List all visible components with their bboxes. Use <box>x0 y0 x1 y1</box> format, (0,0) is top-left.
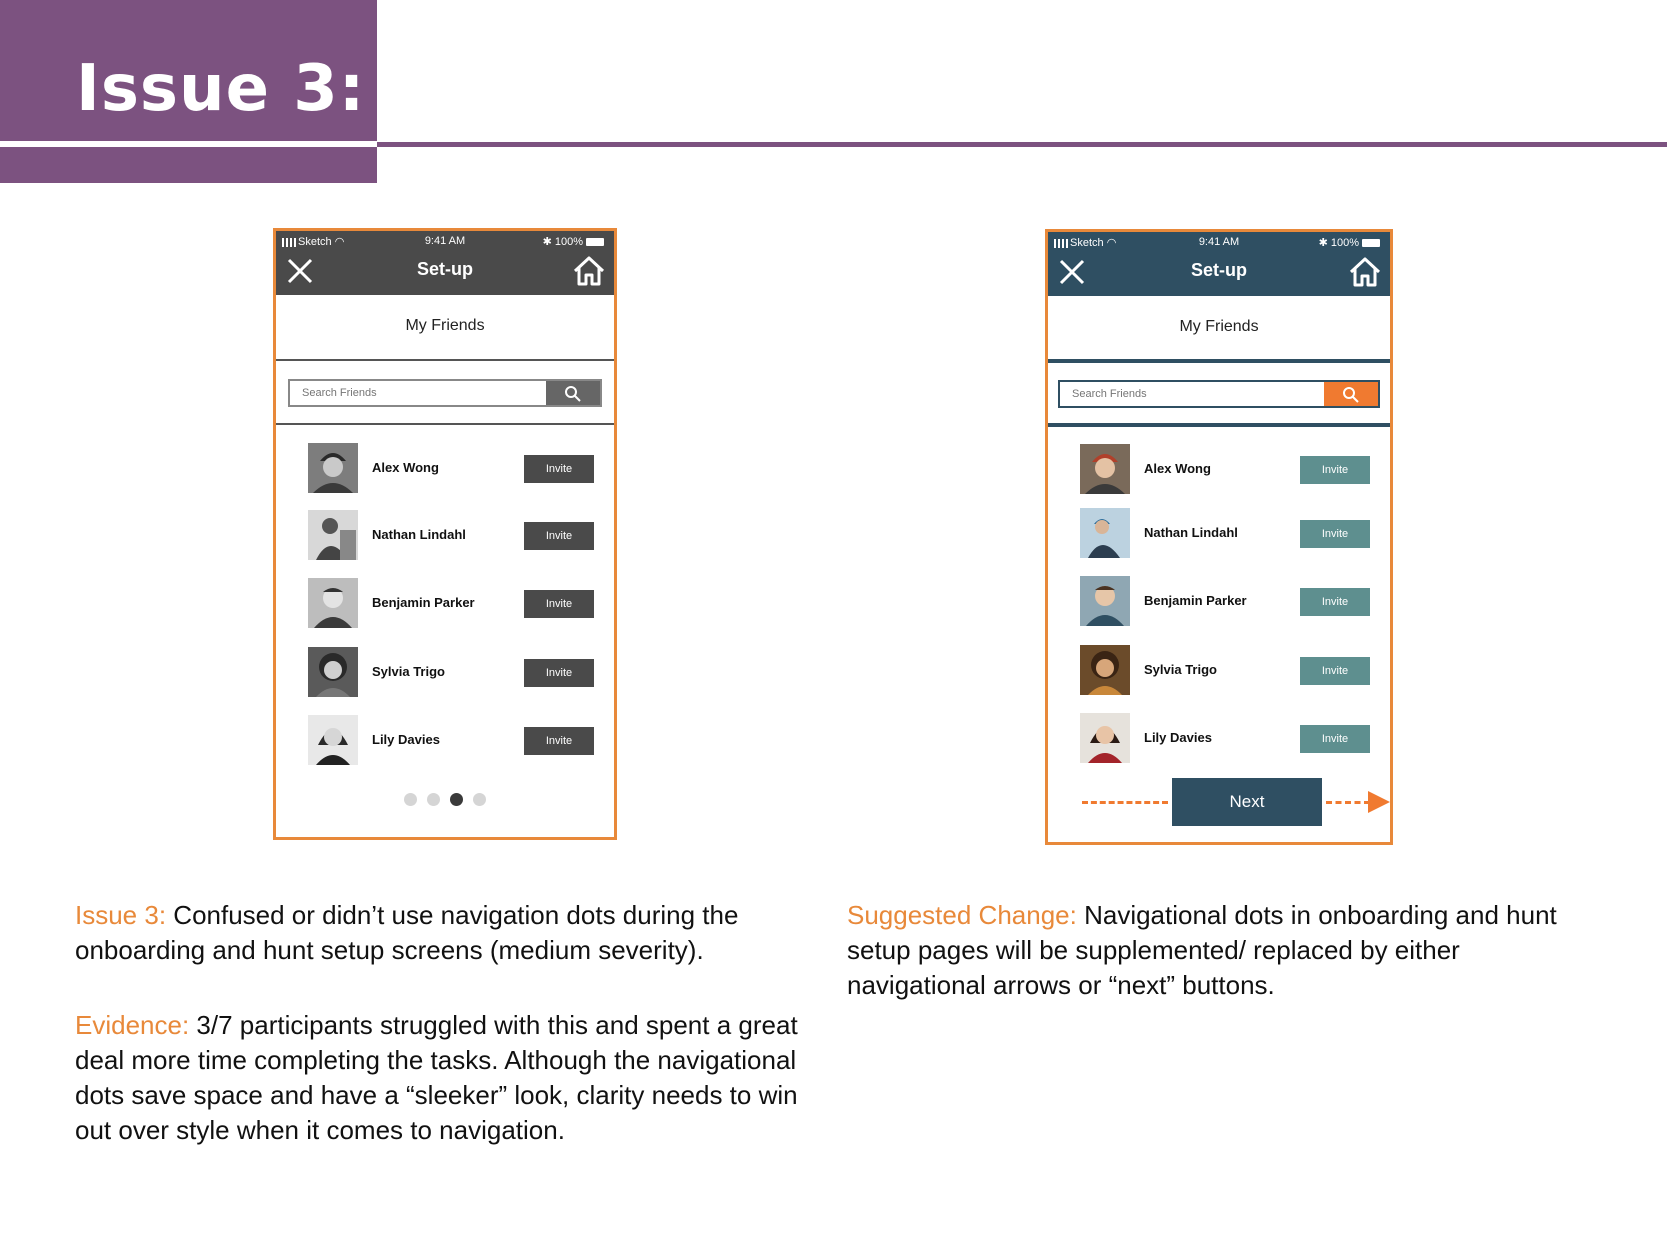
search-input[interactable] <box>1072 388 1272 400</box>
wifi-icon: ◠ <box>334 236 345 248</box>
section-title: My Friends <box>1179 318 1259 335</box>
friend-name: Sylvia Trigo <box>1144 662 1217 677</box>
status-battery: ✱ 100% <box>543 235 604 248</box>
avatar <box>308 715 358 765</box>
list-item <box>1080 576 1370 628</box>
wifi-icon: ◠ <box>1106 237 1117 249</box>
app-top-bar <box>276 231 614 295</box>
avatar <box>308 647 358 697</box>
evidence-text: 3/7 participants struggled with this and spent a great deal more time completing the tasks. Although the navigational dots save space and have a “sleeker” look, clarity needs to win out over style when it comes to navigation. <box>75 1010 798 1145</box>
list-item <box>308 578 594 630</box>
bluetooth-icon: ✱ <box>542 236 552 248</box>
list-item <box>1080 508 1370 560</box>
page-title: Issue 3: <box>76 52 366 126</box>
list-item <box>1080 444 1370 496</box>
issue-text: Confused or didn’t use navigation dots during the onboarding and hunt setup screens (medium severity). <box>75 900 739 965</box>
suggestion-text: Navigational dots in onboarding and hunt setup pages will be supplemented/ replaced by either navigational arrows or “next” buttons. <box>847 900 1557 1000</box>
avatar <box>1080 444 1130 494</box>
invite-button[interactable]: Invite <box>1300 657 1370 685</box>
search-icon <box>1342 386 1360 404</box>
next-button[interactable]: Next <box>1172 778 1322 826</box>
next-navigation <box>1082 778 1360 826</box>
home-icon[interactable] <box>1348 256 1382 288</box>
app-top-bar <box>1048 232 1390 296</box>
divider <box>1048 423 1390 427</box>
dashed-arrow-line <box>1326 801 1370 804</box>
status-carrier: Sketch ◠ <box>282 235 344 248</box>
list-item <box>1080 645 1370 697</box>
avatar <box>308 578 358 628</box>
invite-button[interactable]: Invite <box>524 659 594 687</box>
status-bar <box>1048 234 1390 250</box>
friend-name: Benjamin Parker <box>372 595 475 610</box>
list-item <box>308 443 594 495</box>
search-button[interactable] <box>546 381 600 405</box>
status-time: 9:41 AM <box>1198 236 1240 248</box>
invite-button[interactable]: Invite <box>1300 456 1370 484</box>
search-input[interactable] <box>302 387 502 399</box>
issue-label: Issue 3: <box>75 900 167 930</box>
bluetooth-icon: ✱ <box>1318 237 1328 249</box>
battery-icon <box>1362 239 1380 247</box>
issue-description <box>75 898 815 968</box>
invite-button[interactable]: Invite <box>524 455 594 483</box>
friend-name: Alex Wong <box>1144 461 1211 476</box>
pagination-dot-active[interactable] <box>450 793 463 806</box>
avatar <box>1080 576 1130 626</box>
suggestion-label: Suggested Change: <box>847 900 1077 930</box>
phone-mockup-after <box>1045 229 1393 845</box>
invite-button[interactable]: Invite <box>1300 520 1370 548</box>
avatar <box>308 510 358 560</box>
divider <box>1048 359 1390 363</box>
avatar <box>1080 713 1130 763</box>
friend-name: Nathan Lindahl <box>1144 525 1238 540</box>
list-item <box>308 510 594 562</box>
pagination-dot[interactable] <box>427 793 440 806</box>
friend-name: Nathan Lindahl <box>372 527 466 542</box>
header-rule <box>377 142 1667 147</box>
avatar <box>308 443 358 493</box>
friend-name: Alex Wong <box>372 460 439 475</box>
search-bar <box>1058 380 1380 408</box>
list-item <box>308 715 594 767</box>
friend-name: Lily Davies <box>1144 730 1212 745</box>
invite-button[interactable]: Invite <box>524 522 594 550</box>
nav-title: Set-up <box>417 259 473 279</box>
pagination-dot[interactable] <box>473 793 486 806</box>
search-bar <box>288 379 602 407</box>
status-time: 9:41 AM <box>424 235 466 247</box>
avatar <box>1080 645 1130 695</box>
search-icon <box>564 385 582 403</box>
section-title: My Friends <box>405 317 485 334</box>
nav-title: Set-up <box>1191 260 1247 280</box>
invite-button[interactable]: Invite <box>524 727 594 755</box>
invite-button[interactable]: Invite <box>524 590 594 618</box>
list-item <box>1080 713 1370 765</box>
banner-stripe <box>0 141 377 147</box>
search-button[interactable] <box>1324 382 1378 406</box>
status-bar <box>276 233 614 249</box>
battery-icon <box>586 238 604 246</box>
home-icon[interactable] <box>572 255 606 287</box>
invite-button[interactable]: Invite <box>1300 588 1370 616</box>
pagination-dot[interactable] <box>404 793 417 806</box>
divider <box>276 359 614 361</box>
friend-name: Sylvia Trigo <box>372 664 445 679</box>
suggested-change-description <box>847 898 1567 1003</box>
avatar <box>1080 508 1130 558</box>
status-carrier: Sketch ◠ <box>1054 236 1116 249</box>
invite-button[interactable]: Invite <box>1300 725 1370 753</box>
divider <box>276 423 614 425</box>
evidence-label: Evidence: <box>75 1010 190 1040</box>
status-battery: ✱ 100% <box>1319 236 1380 249</box>
friend-name: Benjamin Parker <box>1144 593 1247 608</box>
evidence-description <box>75 1008 815 1148</box>
dashed-arrow-line <box>1082 801 1168 804</box>
list-item <box>308 647 594 699</box>
header-banner <box>0 0 377 183</box>
pagination-dots <box>276 793 614 811</box>
arrow-right-icon <box>1368 791 1390 813</box>
friend-name: Lily Davies <box>372 732 440 747</box>
phone-mockup-before <box>273 228 617 840</box>
